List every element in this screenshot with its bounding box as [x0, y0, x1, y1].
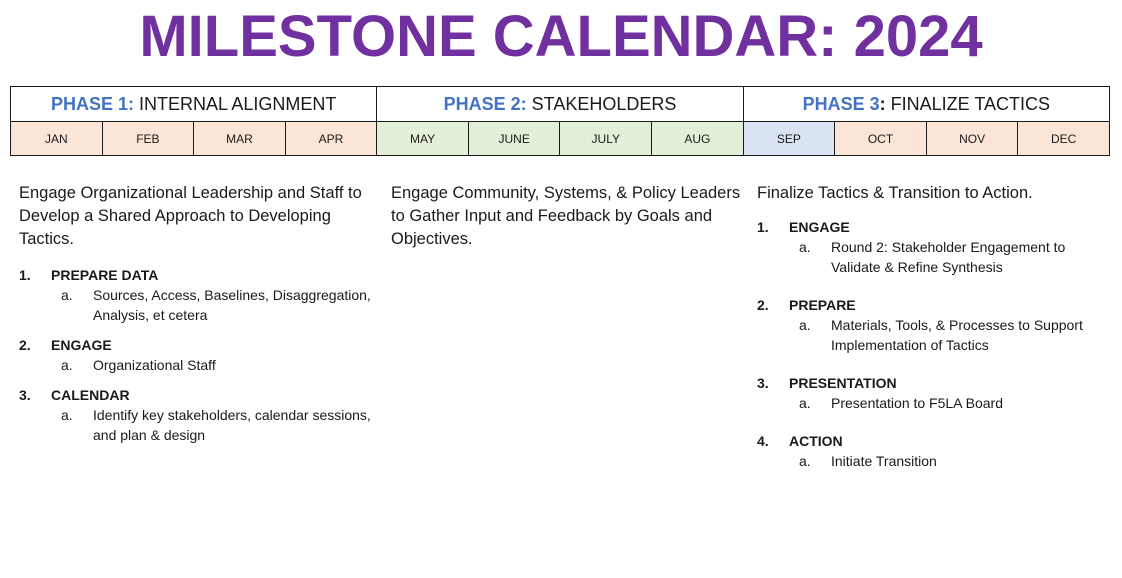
month-cell-sep: SEP — [744, 122, 836, 155]
sub-item — [757, 393, 1102, 413]
phase-3-number: PHASE 3 — [802, 93, 880, 114]
step-heading — [19, 265, 374, 285]
step-item — [19, 265, 374, 325]
step-heading — [19, 385, 374, 405]
column-intro: Engage Community, Systems, & Policy Leaders to Gather Input and Feedback by Goals and Objectives. — [391, 184, 741, 248]
step-item — [757, 295, 1102, 355]
month-cell-apr: APR — [286, 122, 378, 155]
step-item — [19, 335, 374, 375]
sub-item — [19, 405, 374, 445]
month-cell-july: JULY — [560, 122, 652, 155]
phase-3-column — [757, 182, 1102, 489]
phase-2-column — [391, 182, 746, 265]
step-number: 2. — [757, 297, 769, 313]
month-cell-jan: JAN — [11, 122, 103, 155]
sub-item — [757, 451, 1102, 471]
sub-letter: a. — [799, 453, 811, 469]
step-number: 1. — [19, 267, 31, 283]
step-number: 3. — [19, 387, 31, 403]
sub-item — [19, 355, 374, 375]
step-title: ENGAGE — [51, 337, 112, 353]
step-title: CALENDAR — [51, 387, 130, 403]
sub-letter: a. — [799, 395, 811, 411]
sub-item — [757, 315, 1102, 355]
month-cell-feb: FEB — [103, 122, 195, 155]
step-item — [19, 385, 374, 445]
sub-letter: a. — [799, 239, 811, 255]
sub-letter: a. — [61, 357, 73, 373]
step-heading — [757, 373, 1102, 393]
sub-text: Sources, Access, Baselines, Disaggregation, Analysis, et cetera — [93, 287, 371, 323]
step-heading — [19, 335, 374, 355]
column-intro: Engage Organizational Leadership and Staff to Develop a Shared Approach to Developing Tactics. — [19, 184, 362, 248]
column-intro: Finalize Tactics & Transition to Action. — [757, 184, 1033, 202]
sub-item — [757, 237, 1102, 277]
step-title: ACTION — [789, 433, 843, 449]
step-title: PREPARE DATA — [51, 267, 159, 283]
step-title: PREPARE — [789, 297, 856, 313]
sub-text: Materials, Tools, & Processes to Support Implementation of Tactics — [831, 317, 1083, 353]
month-row — [11, 122, 1109, 155]
phase-3-header — [744, 87, 1109, 121]
sub-letter: a. — [61, 407, 73, 423]
month-cell-oct: OCT — [835, 122, 927, 155]
step-number: 4. — [757, 433, 769, 449]
sub-item — [19, 285, 374, 325]
sub-letter: a. — [799, 317, 811, 333]
month-cell-nov: NOV — [927, 122, 1019, 155]
phase-1-header — [11, 87, 377, 121]
phase-3-separator: : — [879, 93, 886, 114]
month-cell-dec: DEC — [1018, 122, 1109, 155]
milestone-timeline — [10, 86, 1110, 156]
month-cell-june: JUNE — [469, 122, 561, 155]
step-title: PRESENTATION — [789, 375, 897, 391]
page-title: MILESTONE CALENDAR: 2024 — [139, 4, 983, 69]
step-item — [757, 431, 1102, 471]
step-number: 2. — [19, 337, 31, 353]
sub-text: Initiate Transition — [831, 453, 937, 469]
step-item — [757, 217, 1102, 277]
step-heading — [757, 217, 1102, 237]
phase-row — [11, 87, 1109, 122]
step-number: 1. — [757, 219, 769, 235]
month-cell-aug: AUG — [652, 122, 744, 155]
month-cell-mar: MAR — [194, 122, 286, 155]
phase-3-name: FINALIZE TACTICS — [890, 93, 1051, 114]
step-heading — [757, 295, 1102, 315]
phase-1-column — [19, 182, 374, 455]
sub-letter: a. — [61, 287, 73, 303]
phase-2-name: STAKEHOLDERS — [531, 93, 677, 114]
phase-1-name: INTERNAL ALIGNMENT — [138, 93, 337, 114]
sub-text: Presentation to F5LA Board — [831, 395, 1003, 411]
step-item — [757, 373, 1102, 413]
sub-text: Organizational Staff — [93, 357, 216, 373]
phase-2-header — [377, 87, 743, 121]
sub-text: Identify key stakeholders, calendar sessions, and plan & design — [93, 407, 371, 443]
step-number: 3. — [757, 375, 769, 391]
sub-text: Round 2: Stakeholder Engagement to Validate & Refine Synthesis — [831, 239, 1066, 275]
month-cell-may: MAY — [377, 122, 469, 155]
step-title: ENGAGE — [789, 219, 850, 235]
phase-2-number: PHASE 2: — [443, 93, 527, 114]
phase-1-number: PHASE 1: — [50, 93, 134, 114]
step-heading — [757, 431, 1102, 451]
